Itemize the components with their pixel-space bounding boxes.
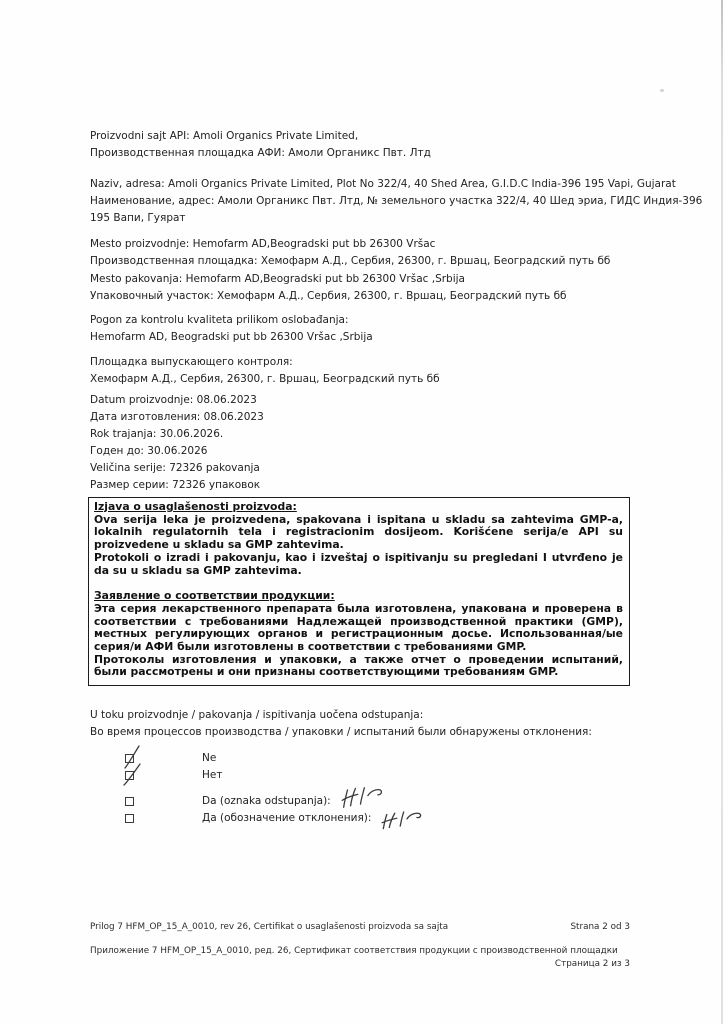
declaration-para1-ru: Эта серия лекарственного препарата была изготовлена, упакована и проверена в соответствии с требованиями Надлежащей производственной практики (GMP), местных регулирующих органов и регистрационным досье. Использованная/ые серия/и АФИ были изготовлены в соответствии с требованиями GMP. xyxy=(94,601,623,654)
production-date-block xyxy=(90,392,718,426)
packaging-site-block xyxy=(90,271,718,305)
manufacturing-site-sr: Mesto proizvodnje: Hemofarm AD,Beogradski put bb 26300 Vršac xyxy=(90,238,436,250)
checkbox-label-ne: Ne xyxy=(202,752,217,764)
api-site-ru: Производственная площадка АФИ: Амоли Органикс Пвт. Лтд xyxy=(90,147,431,159)
name-address-ru: Наименование, адрес: Амоли Органикс Пвт. Лтд, № земельного участка 322/4, 40 Шед эриа, ГИДС Индия-396 195 Вапи, Гуярат xyxy=(90,195,703,224)
footer-page-number-sr: Strana 2 od 3 xyxy=(570,922,630,932)
handwriting-np-mark xyxy=(338,783,386,810)
deviations-intro-block xyxy=(90,707,718,741)
qc-release-site-ru-block xyxy=(90,354,718,388)
declaration-para2-ru: Протоколы изготовления и упаковки, а также отчет о проведении испытаний, были рассмотрены и они признаны соответствующими требованиям GMP. xyxy=(94,652,623,679)
deviation-option-net xyxy=(125,768,625,785)
name-address-block xyxy=(90,176,718,227)
declaration-box xyxy=(88,497,630,686)
scan-edge-artifact xyxy=(721,0,723,1024)
packaging-site-sr: Mesto pakovanja: Hemofarm AD,Beogradski put bb 26300 Vršac ,Srbija xyxy=(90,273,465,285)
qc-release-site-ru-value: Хемофарм А.Д., Сербия, 26300, г. Вршац, Београдский путь бб xyxy=(90,373,440,385)
checkbox-label-net: Нет xyxy=(202,769,223,781)
handwriting-np-mark xyxy=(379,807,426,833)
expiry-date-block xyxy=(90,426,718,460)
production-date-sr: Datum proizvodnje: 08.06.2023 xyxy=(90,394,257,406)
declaration-para2-sr: Protokoli o izradi i pakovanju, kao i izveštaj o ispitivanju su pregledani I utvrđeno je da su u skladu sa GMP zahtevima. xyxy=(94,550,623,577)
deviations-intro-sr: U toku proizvodnje / pakovanja / ispitivanja uočena odstupanja: xyxy=(90,709,424,721)
checkbox-da[interactable] xyxy=(125,797,134,806)
declaration-heading-sr: Izjava o usaglašenosti proizvoda: xyxy=(94,500,297,513)
api-site-block xyxy=(90,128,718,162)
production-date-ru: Дата изготовления: 08.06.2023 xyxy=(90,411,264,423)
check-mark-icon xyxy=(123,744,143,770)
batch-size-block xyxy=(90,460,718,494)
footer-reference-ru: Приложение 7 HFM_OP_15_A_0010, ред. 26, Сертификат соответствия продукции с производственной площадки xyxy=(90,946,618,956)
deviation-option-da-ru xyxy=(125,811,625,828)
deviations-intro-ru: Во время процессов производства / упаковки / испытаний были обнаружены отклонения: xyxy=(90,726,592,738)
checkbox-label-da: Da (oznaka odstupanja): xyxy=(202,795,331,807)
packaging-site-ru: Упаковочный участок: Хемофарм А.Д., Сербия, 26300, г. Вршац, Београдский путь бб xyxy=(90,290,567,302)
checkbox-ne[interactable] xyxy=(125,754,134,763)
qc-release-site-sr-value: Hemofarm AD, Beogradski put bb 26300 Vršac ,Srbija xyxy=(90,331,373,343)
footer-page-number-ru: Страница 2 из 3 xyxy=(554,959,630,969)
checkbox-label-da-ru: Да (обозначение отклонения): xyxy=(202,812,372,824)
footer-reference-sr: Prilog 7 HFM_OP_15_A_0010, rev 26, Certifikat o usaglašenosti proizvoda sa sajta xyxy=(90,922,449,932)
qc-release-site-sr-label: Pogon za kontrolu kvaliteta prilikom oslobađanja: xyxy=(90,314,349,326)
checkbox-net[interactable] xyxy=(125,771,134,780)
manufacturing-site-block xyxy=(90,236,718,270)
declaration-heading-ru: Заявление о соответствии продукции: xyxy=(94,589,335,603)
qc-release-site-sr-block xyxy=(90,312,718,346)
deviation-option-da xyxy=(125,794,625,811)
api-site-sr: Proizvodni sajt API: Amoli Organics Private Limited, xyxy=(90,130,359,142)
expiry-date-ru: Годен до: 30.06.2026 xyxy=(90,445,208,457)
qc-release-site-ru-label: Площадка выпускающего контроля: xyxy=(90,356,293,368)
expiry-date-sr: Rok trajanja: 30.06.2026. xyxy=(90,428,224,440)
deviation-option-ne xyxy=(125,751,625,768)
checkbox-da-ru[interactable] xyxy=(125,814,134,823)
batch-size-sr: Veličina serije: 72326 pakovanja xyxy=(90,462,260,474)
scan-speck xyxy=(660,89,664,92)
batch-size-ru: Размер серии: 72326 упаковок xyxy=(90,479,261,491)
declaration-para1-sr: Ova serija leka je proizvedena, spakovana i ispitana u skladu sa zahtevima GMP-a, lokalnih regulatornih tela i registracionim dosijeom. Korišćene serija/e API su proizvedene u skladu sa GMP zahtevima. xyxy=(94,512,623,552)
name-address-sr: Naziv, adresa: Amoli Organics Private Limited, Plot No 322/4, 40 Shed Area, G.I.D.C India-396 195 Vapi, Gujarat xyxy=(90,178,676,190)
manufacturing-site-ru: Производственная площадка: Хемофарм А.Д., Сербия, 26300, г. Вршац, Београдский путь бб xyxy=(90,255,611,267)
